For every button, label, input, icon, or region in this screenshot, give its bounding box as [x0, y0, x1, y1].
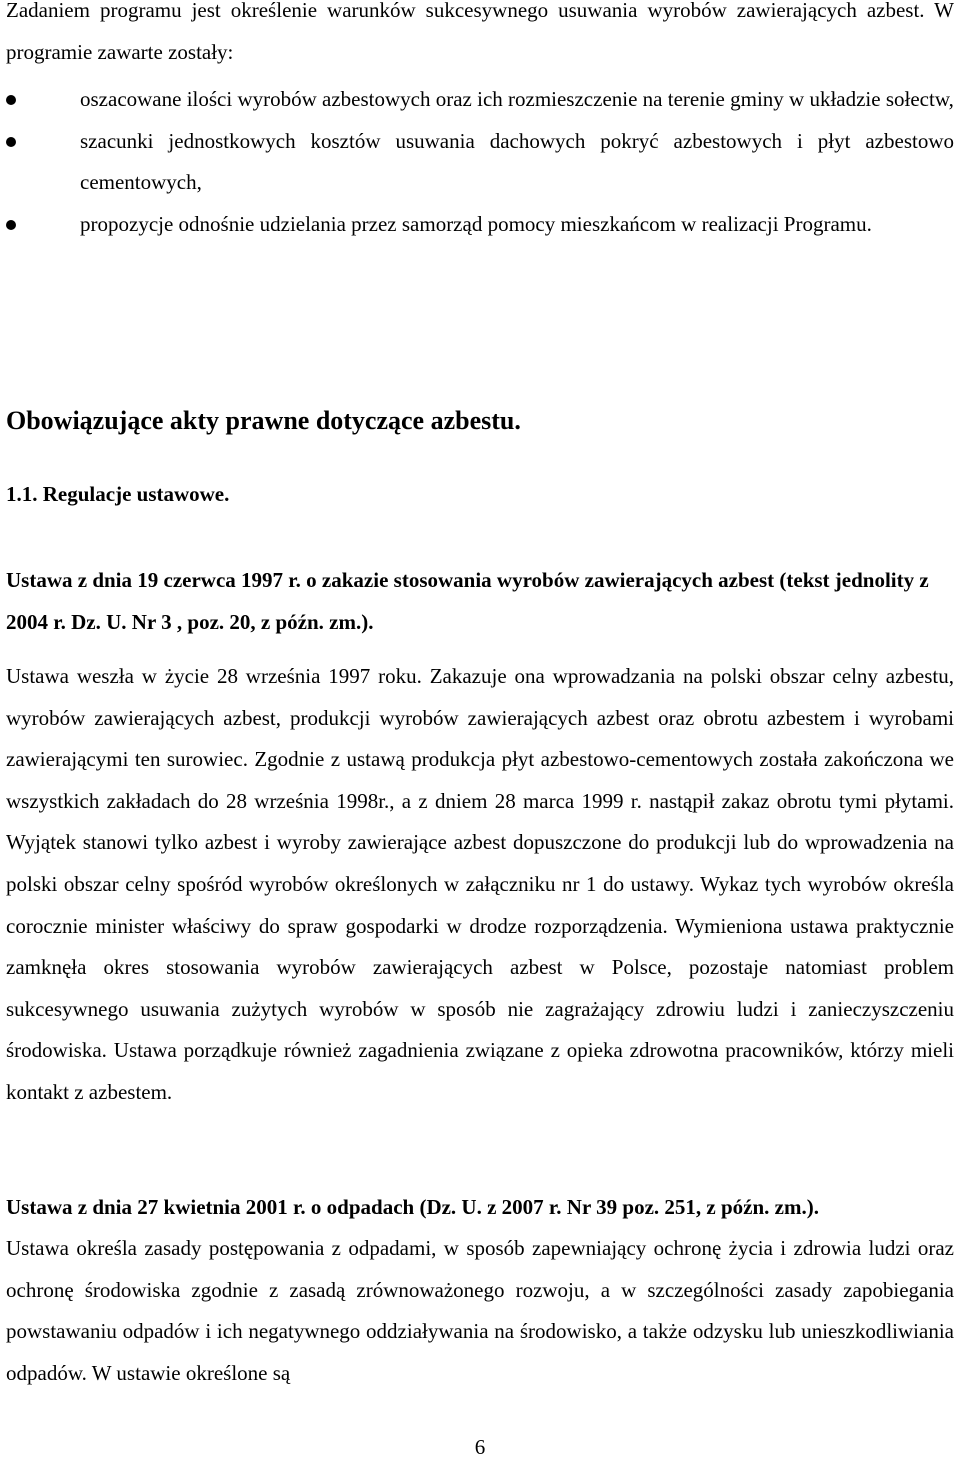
list-item-text: propozycje odnośnie udzielania przez samorząd pomocy mieszkańcom w realizacji Programu.: [80, 211, 872, 236]
intro-paragraph: Zadaniem programu jest określenie warunków sukcesywnego usuwania wyrobów zawierających azbest. W programie zawarte zostały:: [6, 0, 954, 64]
act-title-waste: Ustawa z dnia 27 kwietnia 2001 r. o odpadach (Dz. U. z 2007 r. Nr 39 poz. 251, z późn. zm.).: [6, 1195, 819, 1219]
list-item: [6, 79, 954, 121]
act-body-asbestos: Ustawa weszła w życie 28 września 1997 roku. Zakazuje ona wprowadzania na polski obszar celny azbestu, wyrobów zawierających azbest, produkcji wyrobów zawierających azbest oraz obrotu azbestem i wyrobami zawierającymi ten surowiec. Zgodnie z ustawą produkcja płyt azbestowo-cementowych została zakończona we wszystkich zakładach do 28 września 1998r., a z dniem 28 marca 1999 r. nastąpił zakaz obrotu tymi płytami. Wyjątek stanowi tylko azbest i wyroby zawierające azbest dopuszczone do produkcji lub do wprowadzenia na polski obszar celny spośród wyrobów określonych w załączniku nr 1 do ustawy. Wykaz tych wyrobów określa corocznie minister właściwy do spraw gospodarki w drodze rozporządzenia. Wymieniona ustawa praktycznie zamknęła okres stosowania wyrobów zawierających azbest w Polsce, pozostaje natomiast problem sukcesywnego usuwania zużytych wyrobów w sposób nie zagrażający zdrowiu ludzi i zanieczyszczeniu środowiska. Ustawa porządkuje również zagadnienia związane z opieka zdrowotna pracowników, którzy mieli kontakt z azbestem.: [6, 664, 954, 1104]
bullet-icon: [6, 95, 16, 105]
program-contents-list: [6, 79, 954, 245]
subsection-heading: 1.1. Regulacje ustawowe.: [6, 482, 230, 506]
page-number: 6: [474, 1435, 486, 1459]
bullet-icon: [6, 220, 16, 230]
list-item-text: szacunki jednostkowych kosztów usuwania dachowych pokryć azbestowych i płyt azbestowo cementowych,: [80, 128, 954, 195]
act-body-waste: Ustawa określa zasady postępowania z odpadami, w sposób zapewniający ochronę życia i zdrowia ludzi oraz ochronę środowiska zgodnie z zasadą zrównoważonego rozwoju, a w szczególności zasady zapobiegania powstawaniu odpadów i ich negatywnego oddziaływania na środowisko, a także odzysku lub unieszkodliwiania odpadów. W ustawie określone są: [6, 1236, 954, 1385]
bullet-icon: [6, 137, 16, 147]
section-heading: Obowiązujące akty prawne dotyczące azbestu.: [6, 406, 521, 435]
list-item: [6, 204, 954, 246]
list-item: [6, 121, 954, 204]
act-title-asbestos: Ustawa z dnia 19 czerwca 1997 r. o zakazie stosowania wyrobów zawierających azbest (tekst jednolity z 2004 r. Dz. U. Nr 3 , poz. 20, z późn. zm.).: [6, 568, 929, 634]
list-item-text: oszacowane ilości wyrobów azbestowych oraz ich rozmieszczenie na terenie gminy w układzie sołectw,: [80, 87, 954, 111]
